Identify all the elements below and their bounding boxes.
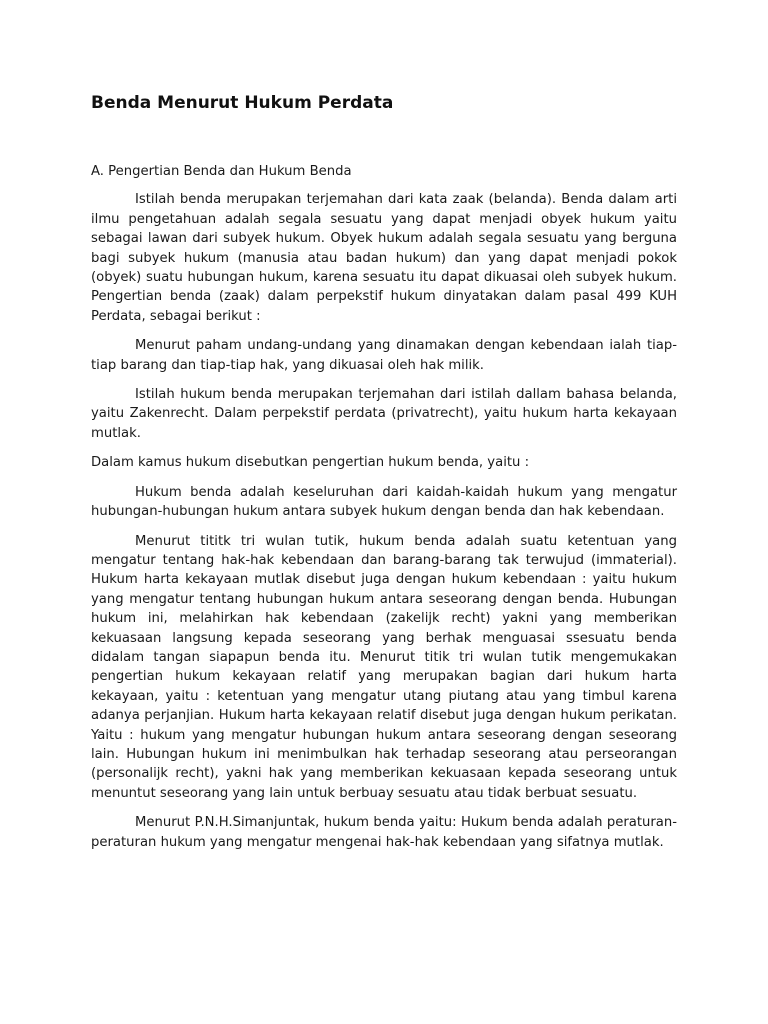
paragraph-quote-undang-undang: Menurut paham undang-undang yang dinamakan dengan kebendaan ialah tiap-tiap barang dan tiap-tiap hak, yang dikuasai oleh hak milik.	[91, 338, 677, 373]
document-title: Benda Menurut Hukum Perdata	[91, 93, 394, 113]
document-page	[91, 92, 677, 852]
paragraph-kamus-hukum-intro: Dalam kamus hukum disebutkan pengertian hukum benda, yaitu :	[91, 455, 530, 471]
paragraph-zakenrecht: Istilah hukum benda merupakan terjemahan dari istilah dallam bahasa belanda, yaitu Zakenrecht. Dalam perpekstif perdata (privatrecht), yaitu hukum harta kekayaan mutlak.	[91, 387, 677, 441]
paragraph-kamus-hukum-definition: Hukum benda adalah keseluruhan dari kaidah-kaidah hukum yang mengatur hubungan-hubungan hukum antara subyek hukum dengan benda dan hak kebendaan.	[91, 484, 677, 520]
paragraph-simanjuntak: Menurut P.N.H.Simanjuntak, hukum benda yaitu: Hukum benda adalah peraturan-peraturan hukum yang mengatur mengenai hak-hak kebendaan yang sifatnya mutlak.	[91, 815, 677, 850]
paragraph-definition-of-benda: Istilah benda merupakan terjemahan dari kata zaak (belanda). Benda dalam arti ilmu pengetahuan adalah segala sesuatu yang dapat menjadi obyek hukum yaitu sebagai lawan dari subyek hukum. Obyek hukum adalah segala sesuatu yang berguna bagi subyek hukum (manusia atau badan hukum) dan yang dapat menjadi pokok (obyek) suatu hubungan hukum, karena sesuatu itu dapat dikuasai oleh subyek hukum. Pengertian benda (zaak) dalam perpekstif hukum dinyatakan dalam pasal 499 KUH Perdata, sebagai berikut :	[91, 192, 677, 324]
section-heading: A. Pengertian Benda dan Hukum Benda	[91, 164, 352, 179]
paragraph-titik-tri-wulan-tutik: Menurut tititk tri wulan tutik, hukum benda adalah suatu ketentuan yang mengatur tentang hak-hak kebendaan dan barang-barang tak terwujud (immaterial). Hukum harta kekayaan mutlak disebut juga dengan hukum kebendaan : yaitu hukum yang mengatur tentang hubungan hukum antara seseorang dengan benda. Hubungan hukum ini, melahirkan hak kebendaan (zakelijk recht) yakni yang memberikan kekuasaan langsung kepada seseorang yang berhak menguasai ssesuatu benda didalam tangan siapapun benda itu. Menurut titik tri wulan tutik mengemukakan pengertian hukum kekayaan relatif yang merupakan bagian dari hukum harta kekayaan, yaitu : ketentuan yang mengatur utang piutang atau yang timbul karena adanya perjanjian. Hukum harta kekayaan relatif disebut juga dengan hukum perikatan. Yaitu : hukum yang mengatur hubungan hukum antara seseorang dengan seseorang lain. Hubungan hukum ini menimbulkan hak terhadap seseorang atau perseorangan (personalijk recht), yakni hak yang memberikan kekuasaan kepada seseorang untuk menuntut seseorang yang lain untuk berbuay sesuatu atau tidak berbuat sesuatu.	[91, 533, 677, 801]
